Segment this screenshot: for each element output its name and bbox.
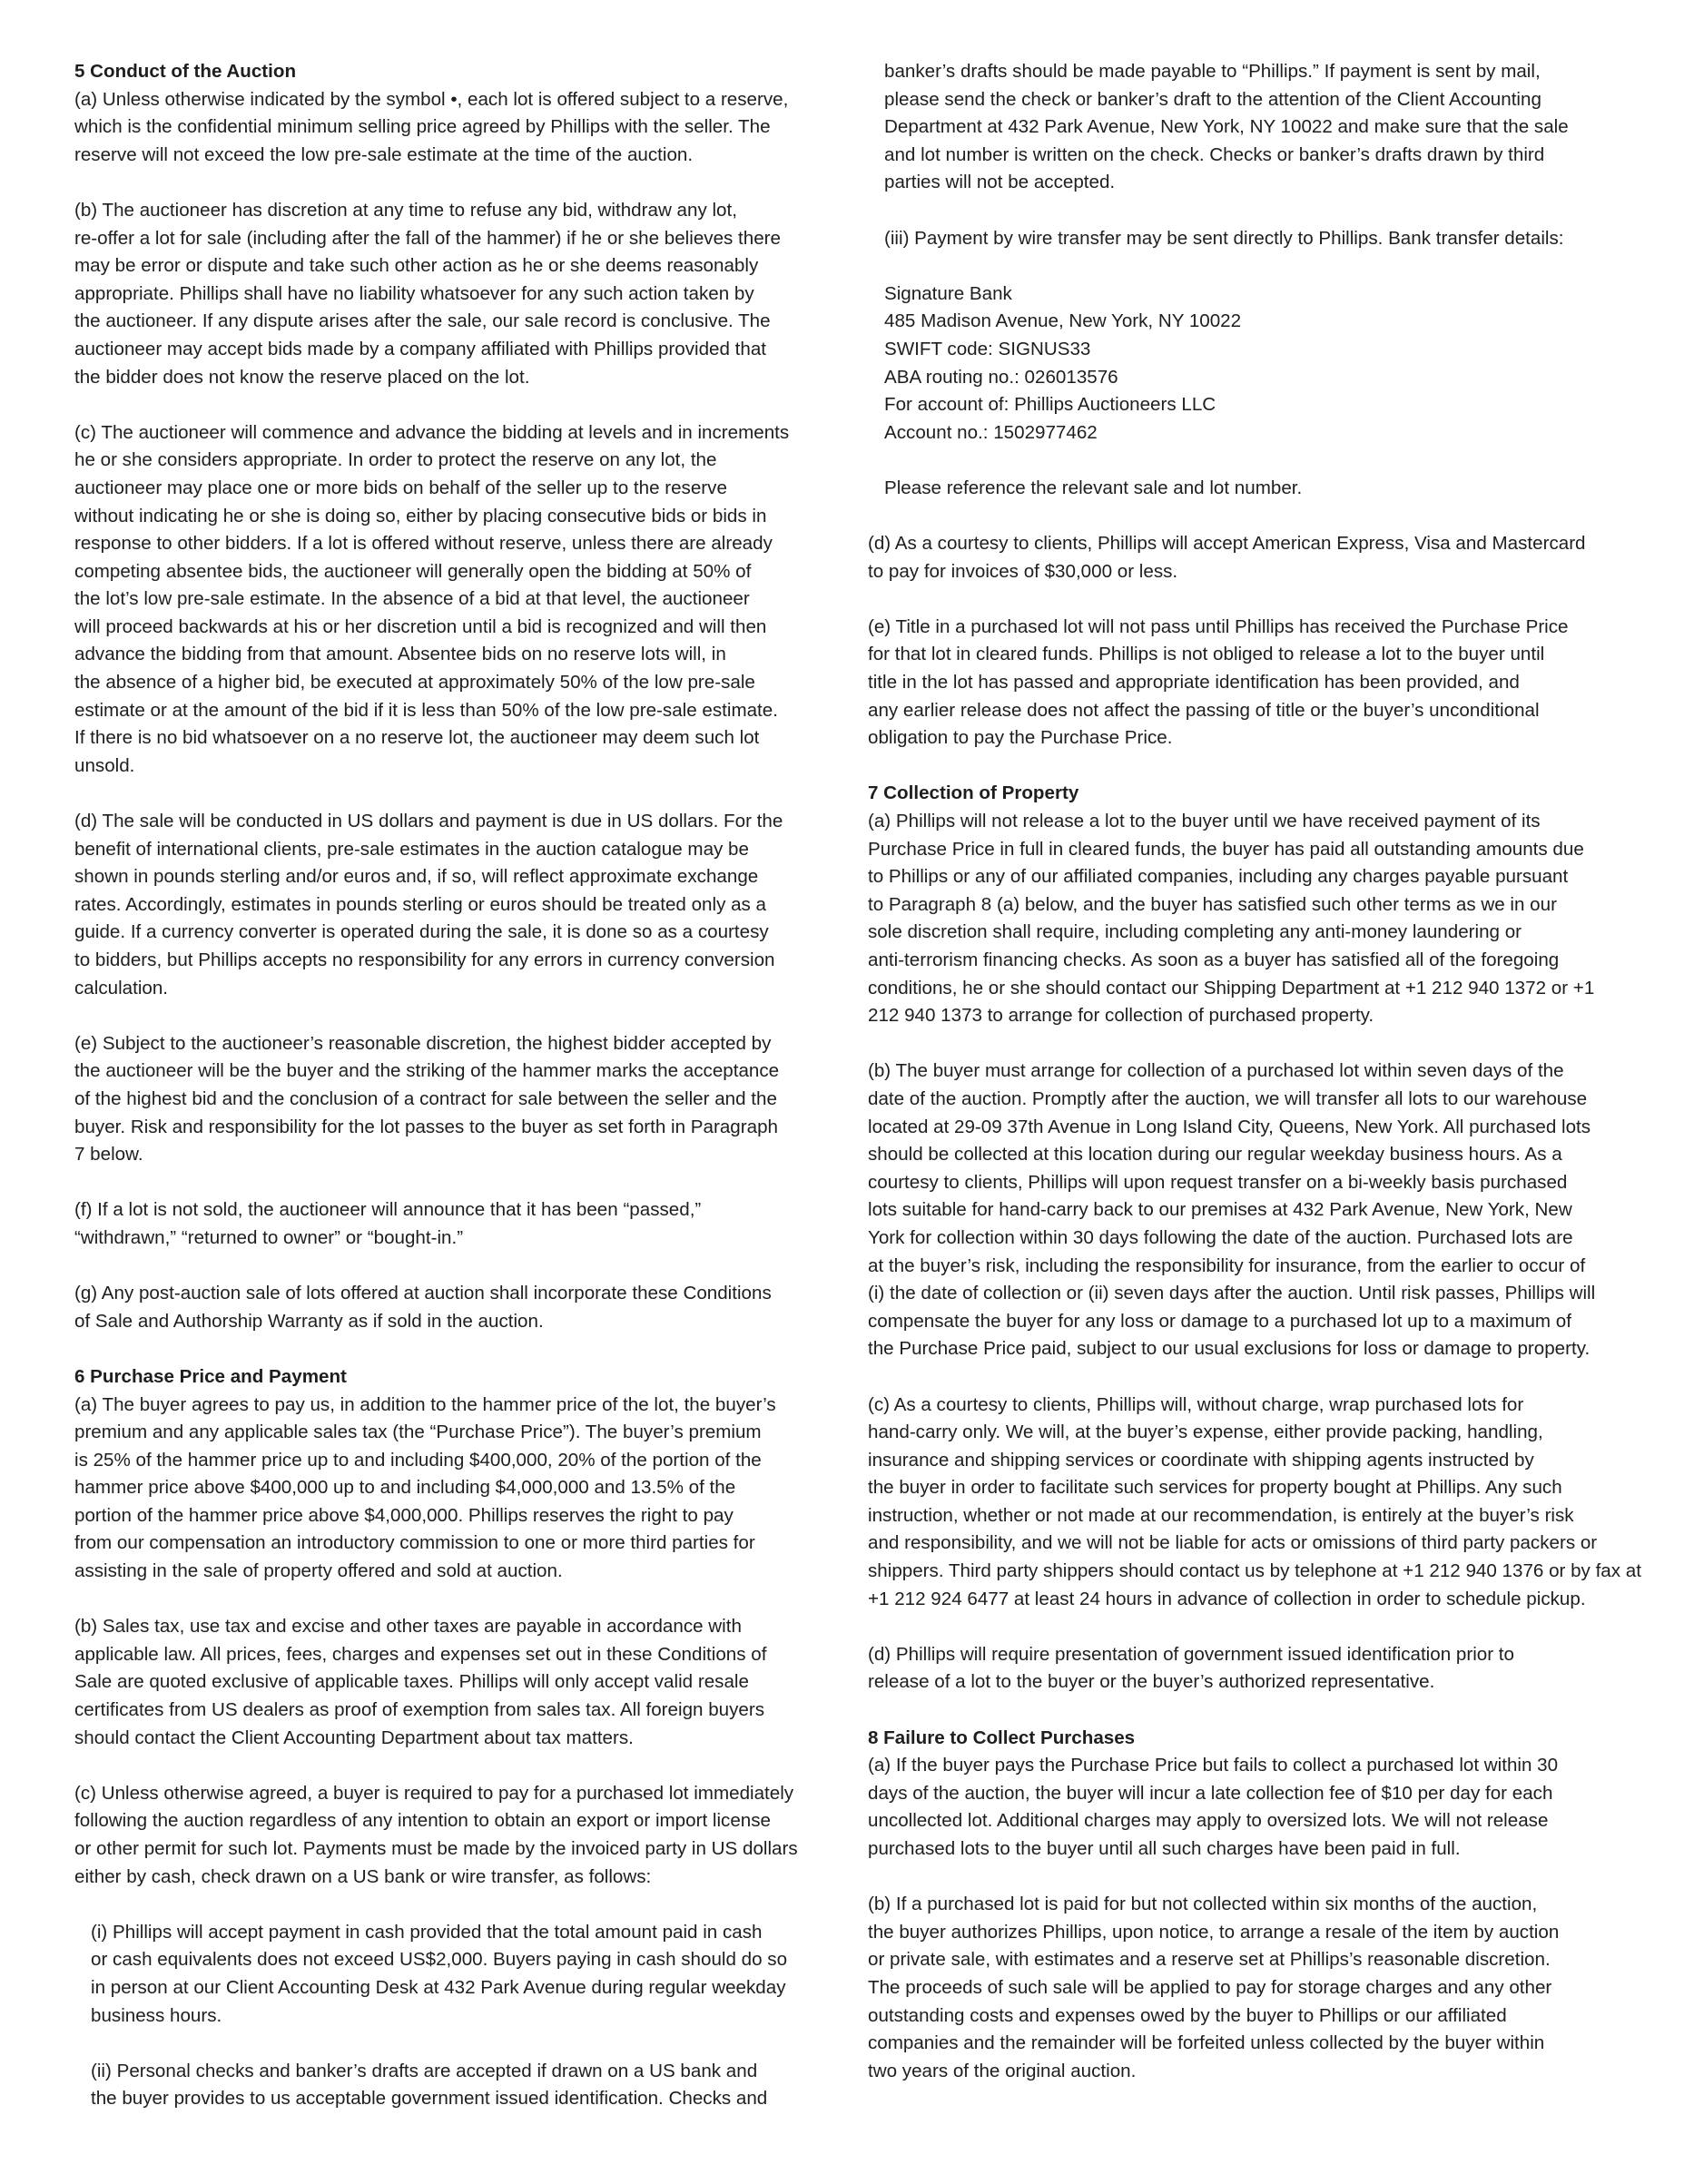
text-line: (e) Subject to the auctioneer’s reasonable discretion, the highest bidder accepted by (74, 1032, 772, 1054)
text-line: (f) If a lot is not sold, the auctioneer will announce that it has been “passed,” (74, 1199, 702, 1221)
indented-paragraph (868, 475, 1630, 503)
text-line: of the highest bid and the conclusion of a contract for sale between the seller and the (74, 1087, 777, 1109)
left-column (74, 58, 837, 2141)
text-line: without indicating he or she is doing so, either by placing consecutive bids or bids in (74, 505, 767, 526)
text-line: uncollected lot. Additional charges may apply to oversized lots. We will not release (868, 1810, 1549, 1832)
text-line: (i) the date of collection or (ii) seven days after the auction. Until risk passes, Phillips will (868, 1283, 1596, 1304)
text-line: the lot’s low pre-sale estimate. In the absence of a bid at that level, the auctioneer (74, 588, 750, 610)
text-line: two years of the original auction. (868, 2060, 1137, 2081)
section-heading: 6 Purchase Price and Payment (74, 1365, 347, 1387)
text-line: applicable law. All prices, fees, charges and expenses set out in these Conditions of (74, 1643, 767, 1665)
text-line: For account of: Phillips Auctioneers LLC (884, 394, 1216, 416)
text-line: hand-carry only. We will, at the buyer’s expense, either provide packing, handling, (868, 1422, 1543, 1443)
text-line: shown in pounds sterling and/or euros and, if so, will reflect approximate exchange (74, 866, 759, 888)
indented-paragraph (868, 58, 1630, 197)
text-line: 7 below. (74, 1144, 143, 1166)
text-line: lots suitable for hand-carry back to our premises at 432 Park Avenue, New York, New (868, 1199, 1572, 1221)
paragraph (868, 1058, 1630, 1363)
text-line: sole discretion shall require, including completing any anti-money laundering or (868, 921, 1522, 943)
text-line: +1 212 924 6477 at least 24 hours in advance of collection in order to schedule pickup. (868, 1588, 1586, 1609)
text-line: conditions, he or she should contact our Shipping Department at +1 212 940 1372 or +1 (868, 977, 1595, 999)
text-line: courtesy to clients, Phillips will upon request transfer on a bi-weekly basis purchased (868, 1171, 1568, 1193)
text-line: business hours. (91, 2004, 222, 2026)
text-line: and responsibility, and we will not be liable for acts or omissions of third party packers or (868, 1532, 1598, 1554)
paragraph (74, 1613, 837, 1752)
text-line: auctioneer may place one or more bids on behalf of the seller up to the reserve (74, 477, 727, 498)
text-line: (d) As a courtesy to clients, Phillips will accept American Express, Visa and Mastercard (868, 533, 1586, 555)
text-line: the buyer provides to us acceptable government issued identification. Checks and (91, 2088, 768, 2110)
text-line: Please reference the relevant sale and lot number. (884, 477, 1303, 498)
text-line: to pay for invoices of $30,000 or less. (868, 560, 1178, 582)
text-line: days of the auction, the buyer will incur a late collection fee of $10 per day for each (868, 1782, 1553, 1804)
text-line: advance the bidding from that amount. Absentee bids on no reserve lots will, in (74, 644, 726, 665)
text-line: SWIFT code: SIGNUS33 (884, 338, 1091, 359)
text-line: from our compensation an introductory commission to one or more third parties for (74, 1532, 755, 1554)
text-line: banker’s drafts should be made payable to “Phillips.” If payment is sent by mail, (884, 61, 1541, 82)
indented-paragraph (868, 225, 1630, 253)
text-line: purchased lots to the buyer until all such charges have been paid in full. (868, 1838, 1461, 1859)
text-line: please send the check or banker’s draft to the attention of the Client Accounting (884, 88, 1541, 110)
section-heading: 5 Conduct of the Auction (74, 61, 297, 82)
section-block (868, 780, 1630, 1029)
text-line: should contact the Client Accounting Department about tax matters. (74, 1727, 634, 1748)
paragraph (74, 1030, 837, 1169)
text-line: for that lot in cleared funds. Phillips is not obliged to release a lot to the buyer until (868, 644, 1545, 665)
text-line: the buyer in order to facilitate such services for property bought at Phillips. Any such (868, 1477, 1562, 1499)
text-line: (a) If the buyer pays the Purchase Price but fails to collect a purchased lot within 30 (868, 1755, 1559, 1776)
text-line: (c) The auctioneer will commence and advance the bidding at levels and in increments (74, 421, 790, 443)
text-line: insurance and shipping services or coordinate with shipping agents instructed by (868, 1449, 1534, 1471)
indented-paragraph (74, 1919, 837, 2030)
text-line: the Purchase Price paid, subject to our usual exclusions for loss or damage to property. (868, 1338, 1591, 1360)
text-line: rates. Accordingly, estimates in pounds sterling or euros should be treated only as a (74, 893, 767, 915)
text-line: (a) Phillips will not release a lot to the buyer until we have received payment of its (868, 811, 1541, 832)
text-line: reserve will not exceed the low pre-sale estimate at the time of the auction. (74, 143, 694, 165)
section-heading: 8 Failure to Collect Purchases (868, 1727, 1136, 1748)
text-line: and lot number is written on the check. Checks or banker’s drafts drawn by third (884, 143, 1545, 165)
text-line: title in the lot has passed and appropriate identification has been provided, and (868, 672, 1520, 694)
text-line: at the buyer’s risk, including the responsibility for insurance, from the earlier to occur of (868, 1254, 1586, 1276)
paragraph (868, 1392, 1641, 1614)
text-line: (b) The buyer must arrange for collection of a purchased lot within seven days of the (868, 1060, 1564, 1082)
text-line: the auctioneer. If any dispute arises after the sale, our sale record is conclusive. The (74, 310, 771, 332)
text-line: (d) The sale will be conducted in US dollars and payment is due in US dollars. For the (74, 811, 783, 832)
text-line: “withdrawn,” “returned to owner” or “bought-in.” (74, 1226, 464, 1248)
text-line: to bidders, but Phillips accepts no responsibility for any errors in currency conversion (74, 949, 775, 970)
text-line: Sale are quoted exclusive of applicable taxes. Phillips will only accept valid resale (74, 1671, 749, 1693)
paragraph (868, 614, 1630, 753)
text-line: portion of the hammer price above $4,000,000. Phillips reserves the right to pay (74, 1504, 734, 1526)
text-line: date of the auction. Promptly after the auction, we will transfer all lots to our warehouse (868, 1087, 1588, 1109)
text-line: calculation. (74, 977, 169, 999)
text-line: or other permit for such lot. Payments must be made by the invoiced party in US dollars (74, 1838, 798, 1859)
paragraph (74, 808, 837, 1002)
text-line: benefit of international clients, pre-sale estimates in the auction catalogue may be (74, 838, 749, 860)
text-line: release of a lot to the buyer or the buyer’s authorized representative. (868, 1671, 1435, 1693)
text-line: anti-terrorism financing checks. As soon as a buyer has satisfied all of the foregoing (868, 949, 1560, 970)
text-line: or cash equivalents does not exceed US$2,000. Buyers paying in cash should do so (91, 1949, 788, 1971)
text-line: Account no.: 1502977462 (884, 421, 1098, 443)
text-line: to Phillips or any of our affiliated companies, including any charges payable pursuant (868, 866, 1569, 888)
text-line: (ii) Personal checks and banker’s drafts are accepted if drawn on a US bank and (91, 2060, 758, 2081)
text-line: should be collected at this location during our regular weekday business hours. As a (868, 1144, 1562, 1166)
text-line: York for collection within 30 days following the date of the auction. Purchased lots are (868, 1226, 1573, 1248)
text-line: in person at our Client Accounting Desk at 432 Park Avenue during regular weekday (91, 1976, 786, 1998)
text-line: certificates from US dealers as proof of exemption from sales tax. All foreign buyers (74, 1699, 765, 1721)
text-line: he or she considers appropriate. In order to protect the reserve on any lot, the (74, 449, 717, 471)
paragraph (868, 1641, 1630, 1697)
text-line: (d) Phillips will require presentation of government issued identification prior to (868, 1643, 1514, 1665)
text-line: 485 Madison Avenue, New York, NY 10022 (884, 310, 1242, 332)
indented-paragraph (868, 280, 1630, 448)
text-line: appropriate. Phillips shall have no liability whatsoever for any such action taken by (74, 282, 754, 304)
text-line: either by cash, check drawn on a US bank or wire transfer, as follows: (74, 1865, 652, 1887)
text-line: guide. If a currency converter is operated during the sale, it is done so as a courtesy (74, 921, 769, 943)
text-line: assisting in the sale of property offered and sold at auction. (74, 1560, 563, 1582)
text-line: any earlier release does not affect the passing of title or the buyer’s unconditional (868, 699, 1540, 721)
text-line: the auctioneer will be the buyer and the striking of the hammer marks the acceptance (74, 1060, 780, 1082)
text-line: buyer. Risk and responsibility for the lot passes to the buyer as set forth in Paragraph (74, 1116, 778, 1137)
text-line: (i) Phillips will accept payment in cash provided that the total amount paid in cash (91, 1921, 763, 1943)
text-line: the buyer authorizes Phillips, upon notice, to arrange a resale of the item by auction (868, 1921, 1560, 1943)
text-line: Purchase Price in full in cleared funds, the buyer has paid all outstanding amounts due (868, 838, 1584, 860)
section-block (74, 58, 837, 169)
text-line: response to other bidders. If a lot is offered without reserve, unless there are already (74, 533, 773, 555)
text-line: (c) Unless otherwise agreed, a buyer is required to pay for a purchased lot immediately (74, 1782, 794, 1804)
text-line: shippers. Third party shippers should contact us by telephone at +1 212 940 1376 or by fax at (868, 1560, 1641, 1582)
text-line: or private sale, with estimates and a reserve set at Phillips’s reasonable discretion. (868, 1949, 1551, 1971)
paragraph (74, 1280, 837, 1335)
paragraph (74, 1780, 837, 1891)
text-line: Department at 432 Park Avenue, New York, NY 10022 and make sure that the sale (884, 116, 1569, 138)
section-heading: 7 Collection of Property (868, 782, 1079, 804)
paragraph (868, 1891, 1630, 2085)
text-line: will proceed backwards at his or her discretion until a bid is recognized and will then (74, 615, 767, 637)
text-line: obligation to pay the Purchase Price. (868, 727, 1173, 749)
text-line: compensate the buyer for any loss or damage to a purchased lot up to a maximum of (868, 1310, 1571, 1332)
text-line: The proceeds of such sale will be applied to pay for storage charges and any other (868, 1976, 1552, 1998)
text-line: (a) Unless otherwise indicated by the symbol •, each lot is offered subject to a reserve, (74, 88, 789, 110)
text-line: to Paragraph 8 (a) below, and the buyer has satisfied such other terms as we in our (868, 893, 1557, 915)
text-line: hammer price above $400,000 up to and including $4,000,000 and 13.5% of the (74, 1477, 736, 1499)
section-block (74, 1363, 837, 1586)
text-line: companies and the remainder will be forfeited unless collected by the buyer within (868, 2032, 1545, 2054)
paragraph (868, 530, 1630, 585)
text-line: (a) The buyer agrees to pay us, in addition to the hammer price of the lot, the buyer’s (74, 1393, 776, 1415)
text-line: the absence of a higher bid, be executed at approximately 50% of the low pre-sale (74, 672, 755, 694)
right-column (868, 58, 1641, 2113)
text-line: (e) Title in a purchased lot will not pass until Phillips has received the Purchase Price (868, 615, 1569, 637)
text-line: (g) Any post-auction sale of lots offered at auction shall incorporate these Conditions (74, 1283, 772, 1304)
text-line: (c) As a courtesy to clients, Phillips will, without charge, wrap purchased lots for (868, 1393, 1524, 1415)
text-line: (b) The auctioneer has discretion at any time to refuse any bid, withdraw any lot, (74, 199, 737, 221)
text-line: may be error or dispute and take such other action as he or she deems reasonably (74, 255, 759, 277)
text-line: re-offer a lot for sale (including after the fall of the hammer) if he or she believes there (74, 227, 781, 249)
text-line: competing absentee bids, the auctioneer will generally open the bidding at 50% of (74, 560, 752, 582)
text-line: Signature Bank (884, 282, 1012, 304)
text-line: located at 29-09 37th Avenue in Long Island City, Queens, New York. All purchased lots (868, 1116, 1591, 1137)
section-block (868, 1725, 1630, 1864)
text-line: estimate or at the amount of the bid if it is less than 50% of the low pre-sale estimate. (74, 699, 778, 721)
indented-paragraph (74, 2058, 837, 2113)
paragraph (74, 419, 837, 781)
text-line: premium and any applicable sales tax (the “Purchase Price”). The buyer’s premium (74, 1422, 762, 1443)
text-line: ABA routing no.: 026013576 (884, 366, 1118, 388)
text-line: (iii) Payment by wire transfer may be sent directly to Phillips. Bank transfer details: (884, 227, 1564, 249)
text-line: which is the confidential minimum selling price agreed by Phillips with the seller. The (74, 116, 771, 138)
paragraph (74, 197, 837, 391)
text-line: outstanding costs and expenses owed by the buyer to Phillips or our affiliated (868, 2004, 1507, 2026)
text-line: parties will not be accepted. (884, 172, 1116, 193)
text-line: auctioneer may accept bids made by a company affiliated with Phillips provided that (74, 338, 767, 359)
text-line: unsold. (74, 754, 135, 776)
text-line: is 25% of the hammer price up to and including $400,000, 20% of the portion of the (74, 1449, 762, 1471)
text-line: If there is no bid whatsoever on a no reserve lot, the auctioneer may deem such lot (74, 727, 760, 749)
text-line: (b) Sales tax, use tax and excise and other taxes are payable in accordance with (74, 1616, 742, 1638)
text-line: instruction, whether or not made at our recommendation, is entirely at the buyer’s risk (868, 1504, 1574, 1526)
text-line: of Sale and Authorship Warranty as if sold in the auction. (74, 1310, 544, 1332)
text-line: (b) If a purchased lot is paid for but not collected within six months of the auction, (868, 1894, 1538, 1915)
text-line: the bidder does not know the reserve placed on the lot. (74, 366, 530, 388)
text-line: 212 940 1373 to arrange for collection of purchased property. (868, 1005, 1374, 1027)
paragraph (74, 1196, 837, 1252)
text-line: following the auction regardless of any intention to obtain an export or import license (74, 1810, 771, 1832)
